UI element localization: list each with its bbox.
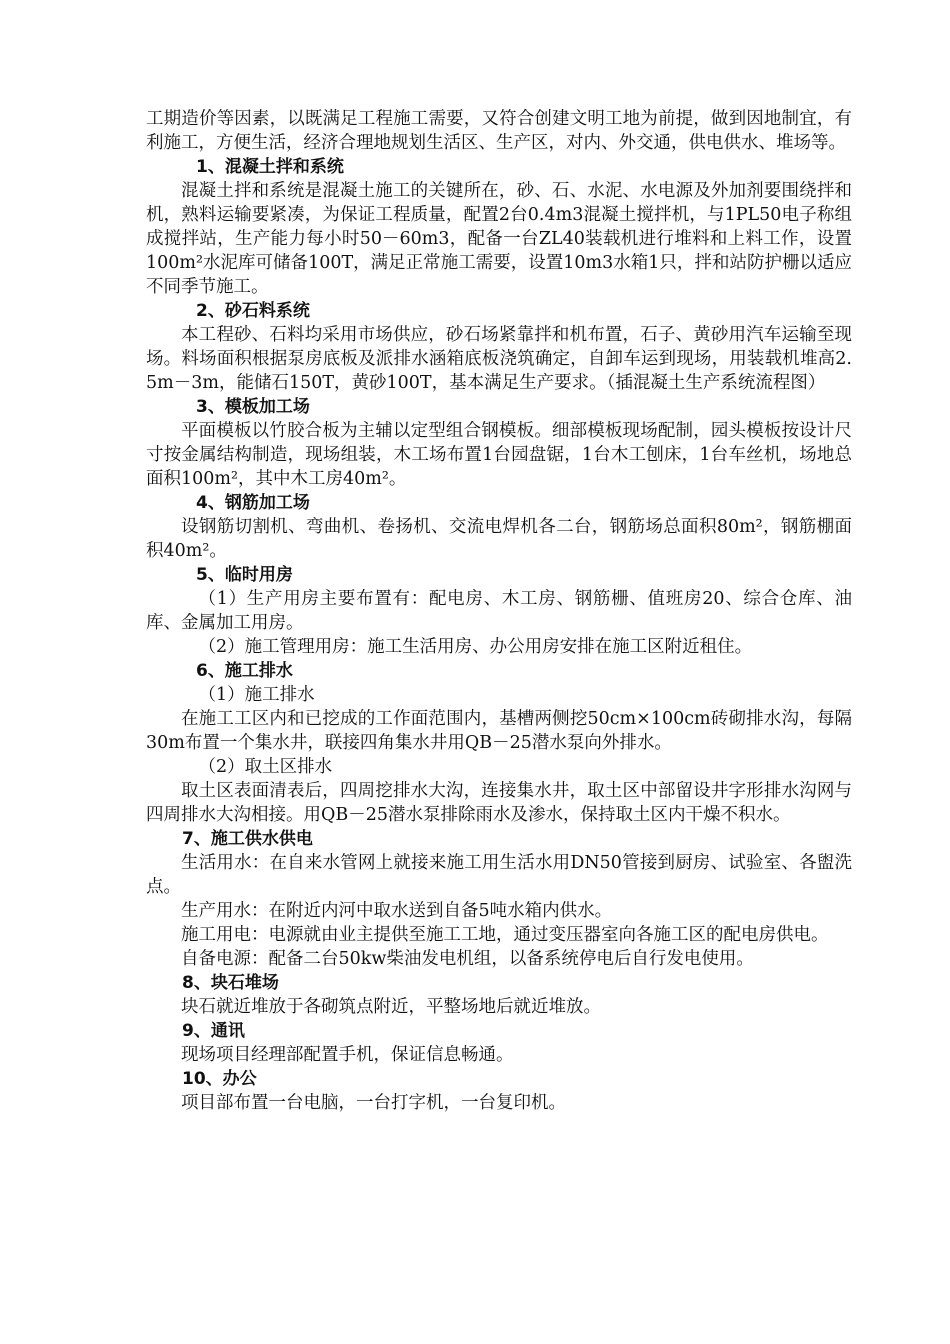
section-7-paragraph-1: 生活用水：在自来水管网上就接来施工用生活水用DN50管接到厨房、试验室、各盥洗点。 xyxy=(146,853,852,897)
section-10-paragraph: 项目部布置一台电脑，一台打字机，一台复印机。 xyxy=(181,1093,566,1113)
intro-paragraph: 工期造价等因素，以既满足工程施工需要，又符合创建文明工地为前提，做到因地制宜，有利施工，方便生活，经济合理地规划生活区、生产区，对内、外交通，供电供水、堆场等。 xyxy=(146,109,852,153)
document-body xyxy=(146,107,852,1115)
section-7-paragraph-4: 自备电源：配备二台50kw柴油发电机组，以备系统停电后自行发电使用。 xyxy=(181,949,754,969)
section-7-heading: 7、施工供水供电 xyxy=(182,829,313,849)
section-3-paragraph: 平面模板以竹胶合板为主辅以定型组合钢模板。细部模板现场配制，园头模板按设计尺寸按金属结构制造，现场组装，木工场布置1台园盘锯，1台木工刨床，1台车丝机，场地总面积100m²，其中木工房40m²。 xyxy=(146,421,852,489)
section-7-paragraph-3: 施工用电：电源就由业主提供至施工工地，通过变压器室向各施工区的配电房供电。 xyxy=(181,925,829,945)
section-9-heading: 9、通讯 xyxy=(182,1021,245,1041)
section-2-heading: 2、砂石料系统 xyxy=(196,301,310,321)
section-6-subheading-1: （1）施工排水 xyxy=(198,685,315,705)
section-4-heading: 4、钢筋加工场 xyxy=(196,493,310,513)
section-5-heading: 5、临时用房 xyxy=(196,565,293,585)
section-6-subheading-2: （2）取土区排水 xyxy=(198,757,333,777)
section-7-paragraph-2: 生产用水：在附近内河中取水送到自备5吨水箱内供水。 xyxy=(181,901,613,921)
section-3-heading: 3、模板加工场 xyxy=(196,397,310,417)
section-6-heading: 6、施工排水 xyxy=(196,661,293,681)
section-5-item-2: （2）施工管理用房：施工生活用房、办公用房安排在施工区附近租住。 xyxy=(198,637,753,657)
section-8-paragraph: 块石就近堆放于各砌筑点附近，平整场地后就近堆放。 xyxy=(181,997,601,1017)
section-6-paragraph-1: 在施工工区内和已挖成的工作面范围内，基槽两侧挖50cm×100cm砖砌排水沟，每隔30m布置一个集水井，联接四角集水井用QB－25潜水泵向外排水。 xyxy=(146,709,852,753)
section-4-paragraph: 设钢筋切割机、弯曲机、卷扬机、交流电焊机各二台，钢筋场总面积80m²，钢筋棚面积40m²。 xyxy=(146,517,852,561)
section-8-heading: 8、块石堆场 xyxy=(182,973,279,993)
section-9-paragraph: 现场项目经理部配置手机，保证信息畅通。 xyxy=(181,1045,514,1065)
section-6-paragraph-2: 取土区表面清表后，四周挖排水大沟，连接集水井，取土区中部留设井字形排水沟网与四周排水大沟相接。用QB－25潜水泵排除雨水及渗水，保持取土区内干燥不积水。 xyxy=(146,781,852,825)
section-1-heading: 1、混凝土拌和系统 xyxy=(196,157,344,177)
section-5-item-1: （1）生产用房主要布置有：配电房、木工房、钢筋栅、值班房20、综合仓库、油库、金属加工用房。 xyxy=(146,589,852,633)
section-1-paragraph: 混凝土拌和系统是混凝土施工的关键所在，砂、石、水泥、水电源及外加剂要围绕拌和机，熟料运输要紧凑，为保证工程质量，配置2台0.4m3混凝土搅拌机，与1PL50电子称组成搅拌站，生产能力每小时50－60m3，配备一台ZL40装载机进行堆料和上料工作，设置100m²水泥库可储备100T，满足正常施工需要，设置10m3水箱1只，拌和站防护栅以适应不同季节施工。 xyxy=(146,181,852,297)
section-10-heading: 10、办公 xyxy=(182,1069,257,1089)
section-2-paragraph: 本工程砂、石料均采用市场供应，砂石场紧靠拌和机布置，石子、黄砂用汽车运输至现场。料场面积根据泵房底板及派排水涵箱底板浇筑确定，自卸车运到现场，用装载机堆高2.5m－3m，能储石150T，黄砂100T，基本满足生产要求。（插混凝土生产系统流程图） xyxy=(146,325,852,393)
